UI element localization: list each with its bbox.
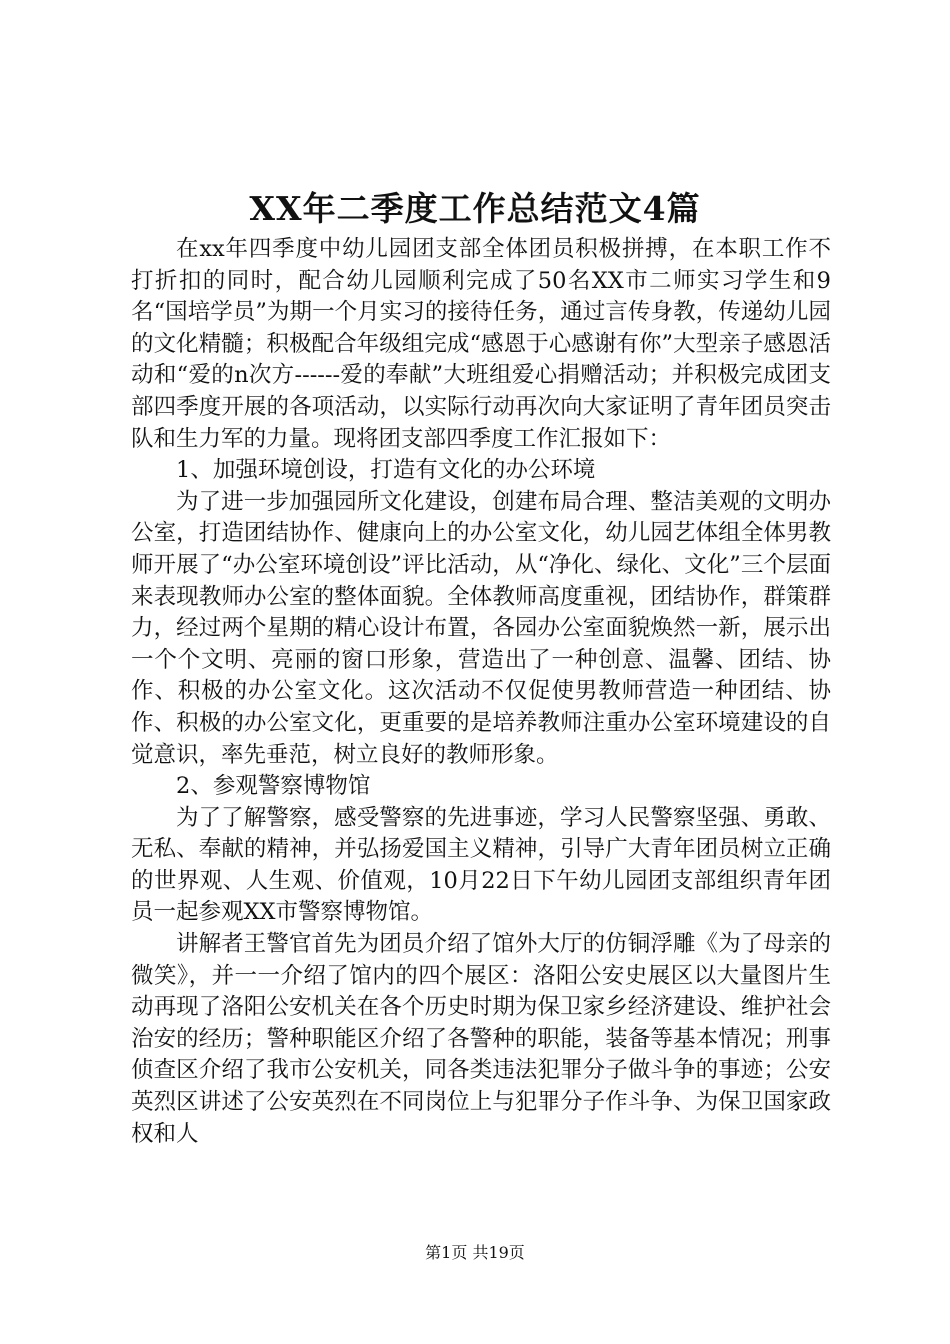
section-heading-1: 1、加强环境创设，打造有文化的办公环境	[176, 457, 596, 484]
paragraph-intro: 在xx年四季度中幼儿园团支部全体团员积极拼搏，在本职工作不打折扣的同时，配合幼儿园顺利完成了50名XX市二师实习学生和9名“国培学员”为期一个月实习的接待任务，通过言传身教，传递幼儿园的文化精髓；积极配合年级组完成“感恩于心感谢有你”大型亲子感恩活动和“爱的n次方------爱的奉献”大班组爱心捐赠活动；并积极完成团支部四季度开展的各项活动，以实际行动再次向大家证明了青年团员突击队和生力军的力量。现将团支部四季度工作汇报如下：	[131, 236, 831, 452]
document-title: XX年二季度工作总结范文4篇	[249, 189, 701, 228]
paragraph-section-1: 为了进一步加强园所文化建设，创建布局合理、整洁美观的文明办公室，打造团结协作、健康向上的办公室文化，幼儿园艺体组全体男教师开展了“办公室环境创设”评比活动，从“净化、绿化、文化”三个层面来表现教师办公室的整体面貌。全体教师高度重视，团结协作，群策群力，经过两个星期的精心设计布置，各园办公室面貌焕然一新，展示出一个个文明、亮丽的窗口形象，营造出了一种创意、温馨、团结、协作、积极的办公室文化。这次活动不仅促使男教师营造一种团结、协作、积极的办公室文化，更重要的是培养教师注重办公室环境建设的自觉意识，率先垂范，树立良好的教师形象。	[131, 488, 831, 768]
document-body	[131, 234, 831, 1150]
paragraph-section-2b: 讲解者王警官首先为团员介绍了馆外大厅的仿铜浮雕《为了母亲的微笑》，并一一介绍了馆内的四个展区：洛阳公安史展区以大量图片生动再现了洛阳公安机关在各个历史时期为保卫家乡经济建设、维护社会治安的经历；警种职能区介绍了各警种的职能，装备等基本情况；刑事侦查区介绍了我市公安机关，同各类违法犯罪分子做斗争的事迹；公安英烈区讲述了公安英烈在不同岗位上与犯罪分子作斗争、为保卫国家政权和人	[131, 931, 831, 1147]
section-heading-2: 2、参观警察博物馆	[176, 773, 371, 800]
paragraph-section-2a: 为了了解警察，感受警察的先进事迹，学习人民警察坚强、勇敢、无私、奉献的精神，并弘扬爱国主义精神，引导广大青年团员树立正确的世界观、人生观、价值观，10月22日下午幼儿园团支部组织青年团员一起参观XX市警察博物馆。	[131, 804, 831, 926]
page-number-footer: 第1页 共19页	[425, 1243, 525, 1262]
